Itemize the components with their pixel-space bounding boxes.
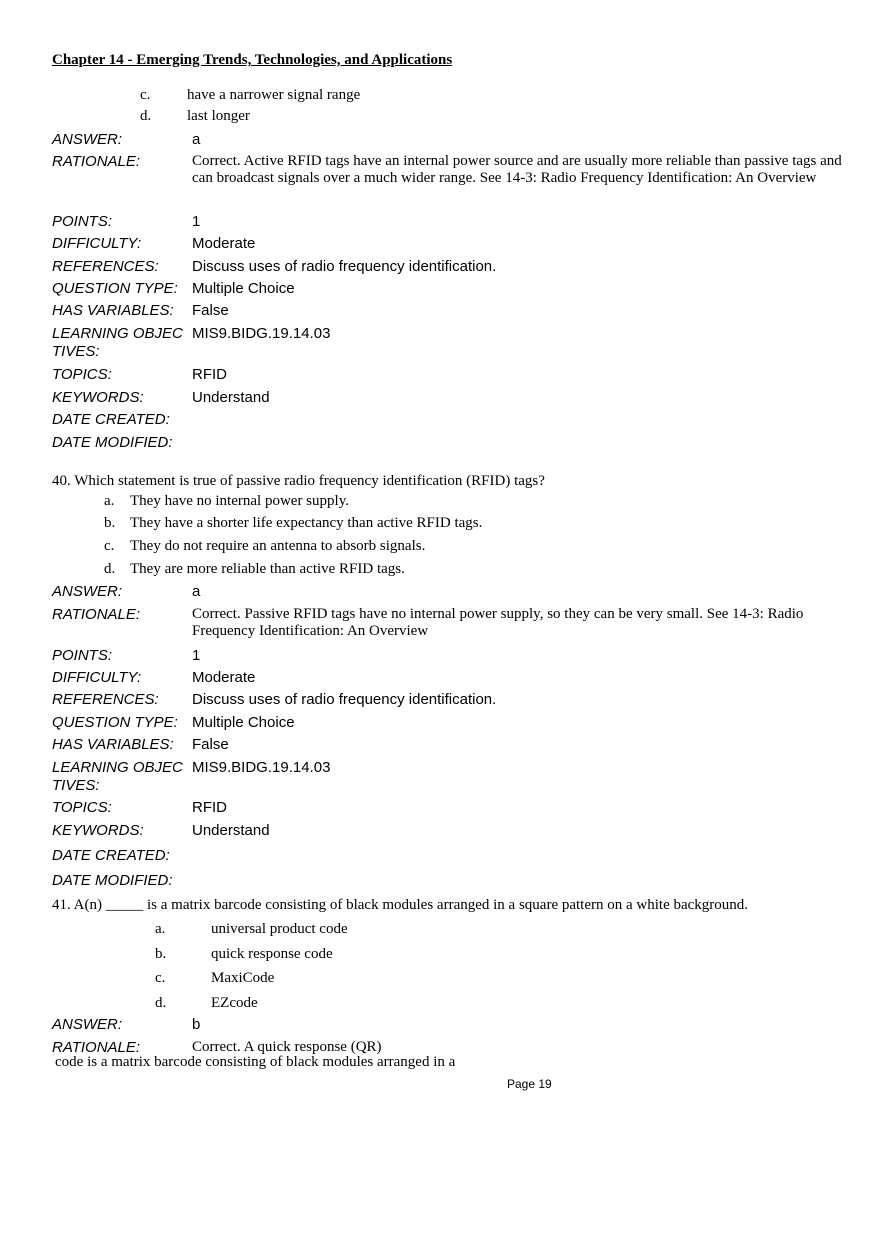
page-number: Page 19 [507,1077,552,1091]
rationale-continuation: code is a matrix barcode consisting of black modules arranged in a [55,1054,456,1070]
question-41: 41. A(n) _____ is a matrix barcode consisting of black modules arranged in a square pattern on a white background. [52,897,749,913]
document-page: Chapter 14 - Emerging Trends, Technologies, and Applications c. have a narrower signal range d. last longer ANSWER: a RATIONALE: Correct. Active RFID tags have an internal power source and are usually more reliable than passive tags and can broadcast signals over a much wider range. See 14-3: Radio Frequency Identification: An Overview POINTS: 1 DIFFICULTY: Moderate REFERENCES: Discuss uses of radio frequency identification. QUESTION TYPE: Multiple Choice HAS VARIABLES: False LEARNING OBJEC TIVES: MIS9.BIDG.19.14.03 TOPICS: RFID KEYWORDS: Understand DATE CREATED: DATE MODIFIED: 40. Which statement is true of passive radio frequency identification (RFID) tags? a. They have no internal power supply. b. They have a shorter life expectancy than active RFID tags. c. They do not require an antenna to absorb signals. d. They are more reliable than active RFID tags. ANSWER: a RATIONALE: Correct. Passive RFID tags have no internal power supply, so they can be very small. See 14-3: Radio Frequency Identification: An Overview POINTS: 1 DIFFICULTY: Moderate REFERENCES: Discuss uses of radio frequency identification. QUESTION TYPE: Multiple Choice HAS VARIABLES: False LEARNING OBJEC TIVES: MIS9.BIDG.19.14.03 TOPICS: RFID KEYWORDS: Understand DATE CREATED: DATE MODIFIED: 41. A(n) _____ is a matrix barcode consisting of black modules arranged in a square pattern on a white background. a. universal product code b. quick response code c. MaxiCode d. EZcode ANSWER: b RATIONALE: Correct. A quick response (QR) code is a matrix barcode consisting of black modules arranged in a Page 19 [52,52,842,1091]
chapter-title: Chapter 14 - Emerging Trends, Technologies, and Applications [52,52,453,68]
question-40: 40. Which statement is true of passive radio frequency identification (RFID) tags? [52,473,545,489]
